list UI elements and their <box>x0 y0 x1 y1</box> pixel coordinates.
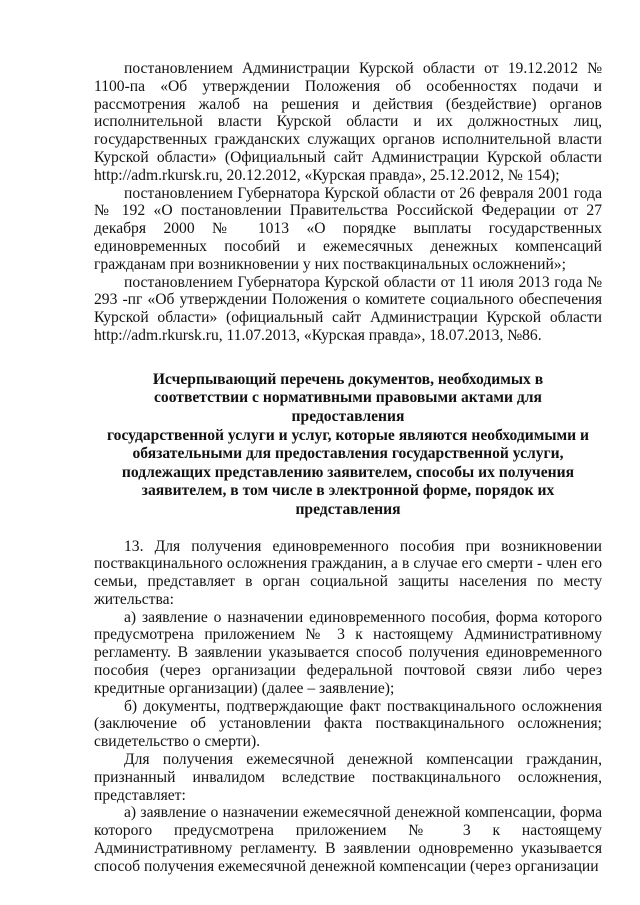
legal-basis-item: постановлением Губернатора Курской области от 11 июля 2013 года № 293 -пг «Об утверждении Положения о комитете социального обеспечения Курской области» (официальный сайт Администрации Курской области http://adm.rkursk.ru, 11.07.2013, «Курская правда», 18.07.2013, №86. <box>94 273 602 344</box>
paragraph-13-intro: 13. Для получения единовременного пособия при возникновении поствакцинального осложнения гражданин, а в случае его смерти - член его семьи, представляет в орган социальной защиты населения по месту жительства: <box>94 537 602 608</box>
section-heading-line: Исчерпывающий перечень документов, необходимых в <box>152 370 544 388</box>
section-heading-line: подлежащих представлению заявителем, способы их получения <box>121 463 575 481</box>
legal-basis-item: постановлением Губернатора Курской области от 26 февраля 2001 года № 192 «О постановлении Правительства Российской Федерации от 27 декабря 2000 № 1013 «О порядке выплаты государственных единовременных пособий и ежемесячных денежных компенсаций гражданам при возникновении у них поствакцинальных осложнений»; <box>94 184 602 273</box>
paragraph-13-item-b: б) документы, подтверждающие факт поствакцинального осложнения (заключение об установлении факта поствакцинального осложнения; свидетельство о смерти). <box>94 697 602 751</box>
section-heading-line: представления <box>295 500 401 518</box>
compensation-item-a: а) заявление о назначении ежемесячной денежной компенсации, форма которого предусмотрена приложением № 3 к настоящему Административному регламенту. В заявлении одновременно указывается способ получения ежемесячной денежной компенсации (через организации <box>94 804 602 875</box>
compensation-intro: Для получения ежемесячной денежной компенсации гражданин, признанный инвалидом вследствие поствакцинального осложнения, представляет: <box>94 751 602 804</box>
paragraph-13-item-a: а) заявление о назначении единовременного пособия, форма которого предусмотрена приложением № 3 к настоящему Административному регламенту. В заявлении указывается способ получения единовременного пособия (через организации федеральной почтовой связи либо через кредитные организации) (далее – заявление); <box>94 608 602 697</box>
legal-basis-item: постановлением Администрации Курской области от 19.12.2012 № 1100-па «Об утверждении Положения об особенностях подачи и рассмотрения жалоб на решения и действия (бездействие) органов исполнительной власти Курской области и их должностных лиц, государственных гражданских служащих органов исполнительной власти Курской области» (Официальный сайт Администрации Курской области http://adm.rkursk.ru, 20.12.2012, «Курская правда», 25.12.2012, № 154); <box>94 60 602 184</box>
document-page <box>94 60 602 876</box>
section-heading-line: заявителем, в том числе в электронной форме, порядок их <box>141 482 555 500</box>
section-heading-line: государственной услуги и услуг, которые являются необходимыми и <box>106 426 590 444</box>
section-heading-line: обязательными для предоставления государственной услуги, <box>132 445 564 463</box>
section-heading-line: соответствии с нормативными правовыми актами для предоставления <box>154 389 542 425</box>
section-heading <box>94 371 602 520</box>
